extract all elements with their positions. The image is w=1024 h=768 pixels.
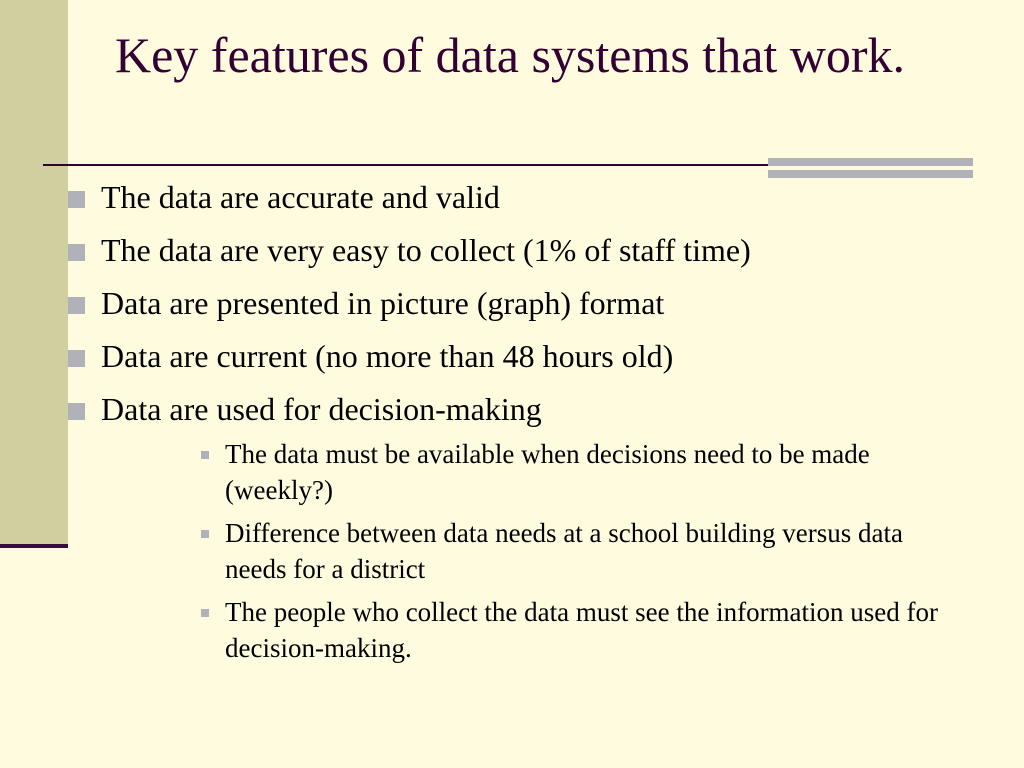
sub-bullet-item xyxy=(191,436,966,508)
bullet-list xyxy=(66,175,966,666)
small-square-bullet-icon xyxy=(201,609,209,617)
bullet-text: The data are accurate and valid xyxy=(101,179,500,215)
bullet-item xyxy=(66,334,966,379)
square-bullet-icon xyxy=(68,297,85,314)
square-bullet-icon xyxy=(68,191,85,208)
bullet-item xyxy=(66,228,966,273)
left-decorative-band xyxy=(0,0,68,545)
square-bullet-icon xyxy=(68,244,85,261)
bullet-text: Data are used for decision-making xyxy=(101,391,542,427)
sub-bullet-item xyxy=(191,594,966,666)
small-square-bullet-icon xyxy=(201,530,209,538)
slide-title: Key features of data systems that work. xyxy=(115,27,906,83)
square-bullet-icon xyxy=(68,350,85,367)
bullet-text: Data are current (no more than 48 hours old) xyxy=(101,338,674,374)
bullet-item xyxy=(66,281,966,326)
left-band-rule xyxy=(0,544,68,548)
slide-body xyxy=(66,175,966,674)
small-square-bullet-icon xyxy=(201,451,209,459)
sub-bullet-list xyxy=(101,436,966,666)
bullet-item xyxy=(66,175,966,220)
bullet-text: The data are very easy to collect (1% of staff time) xyxy=(101,232,751,268)
square-bullet-icon xyxy=(68,403,85,420)
sub-bullet-text: The people who collect the data must see the information used for decision-making. xyxy=(225,597,939,663)
sub-bullet-text: The data must be available when decisions need to be made (weekly?) xyxy=(225,439,870,505)
accent-bar-top xyxy=(768,158,973,166)
bullet-item xyxy=(66,387,966,666)
bullet-text: Data are presented in picture (graph) format xyxy=(101,285,665,321)
sub-bullet-item xyxy=(191,515,966,587)
sub-bullet-text: Difference between data needs at a school building versus data needs for a district xyxy=(225,518,903,584)
